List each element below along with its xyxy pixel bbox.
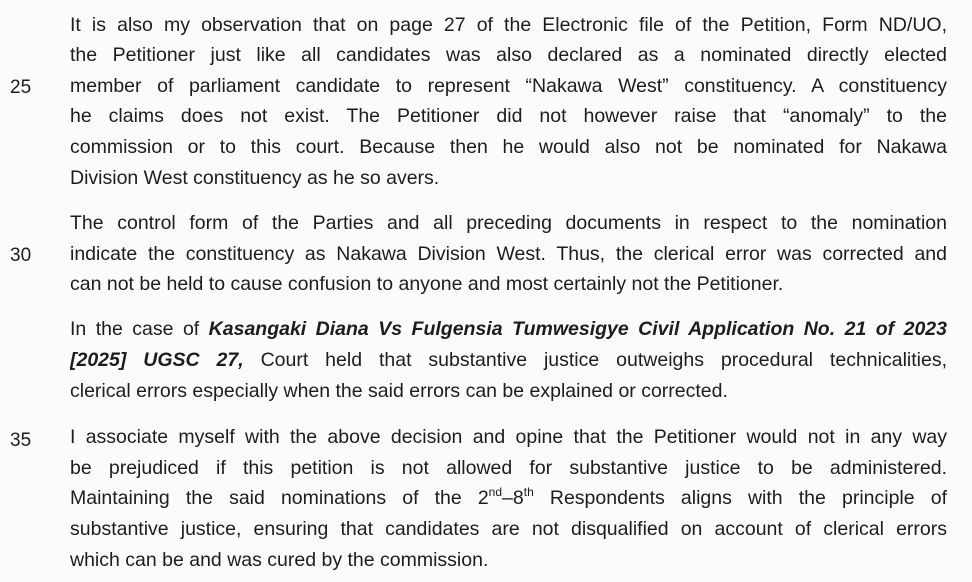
case-name: Kasangaki Diana Vs Fulgensia Tumwesigye Civil Application No. 21 of 2023 bbox=[208, 318, 947, 340]
ordinal-suffix: nd bbox=[488, 484, 503, 499]
text-line bbox=[70, 345, 947, 376]
text-line: indicate the constituency as Nakawa Division West. Thus, the clerical error was corrected and bbox=[70, 243, 947, 265]
line-number: 30 bbox=[10, 245, 32, 266]
text-fragment: Maintaining the said nominations of the 2 bbox=[70, 487, 489, 509]
text-line: he claims does not exist. The Petitioner did not however raise that “anomaly” to the bbox=[70, 105, 947, 127]
text-fragment: Court held that substantive justice outweighs procedural technicalities, bbox=[243, 349, 947, 371]
case-citation: [2025] UGSC 27, bbox=[70, 349, 244, 371]
text-line: which can be and was cured by the commission. bbox=[70, 549, 489, 571]
text-line: the Petitioner just like all candidates was also declared as a nominated directly elected bbox=[70, 44, 947, 66]
text-line: be prejudiced if this petition is not allowed for substantive justice to be administered. bbox=[70, 457, 947, 479]
text-line bbox=[70, 314, 947, 345]
text-line: Division West constituency as he so avers. bbox=[70, 167, 440, 189]
text-line: member of parliament candidate to represent “Nakawa West” constituency. A constituency bbox=[70, 75, 947, 97]
ordinal-suffix: th bbox=[523, 484, 534, 499]
text-line: commission or to this court. Because then he would also not be nominated for Nakawa bbox=[70, 136, 947, 158]
text-line: clerical errors especially when the said errors can be explained or corrected. bbox=[70, 380, 728, 402]
line-number: 25 bbox=[10, 77, 32, 98]
text-fragment: In the case of bbox=[70, 318, 209, 340]
text-line: It is also my observation that on page 27 of the Electronic file of the Petition, Form ND/UO, bbox=[70, 14, 947, 36]
text-line: I associate myself with the above decision and opine that the Petitioner would not in any way bbox=[70, 426, 947, 448]
text-line: can not be held to cause confusion to anyone and most certainly not the Petitioner. bbox=[70, 273, 784, 295]
text-line bbox=[70, 483, 947, 514]
line-number: 35 bbox=[10, 430, 32, 451]
text-line: The control form of the Parties and all preceding documents in respect to the nomination bbox=[70, 212, 947, 234]
text-fragment: Respondents aligns with the principle of bbox=[533, 487, 947, 509]
text-fragment: –8 bbox=[502, 487, 524, 509]
text-line: substantive justice, ensuring that candidates are not disqualified on account of clerical errors bbox=[70, 518, 947, 540]
